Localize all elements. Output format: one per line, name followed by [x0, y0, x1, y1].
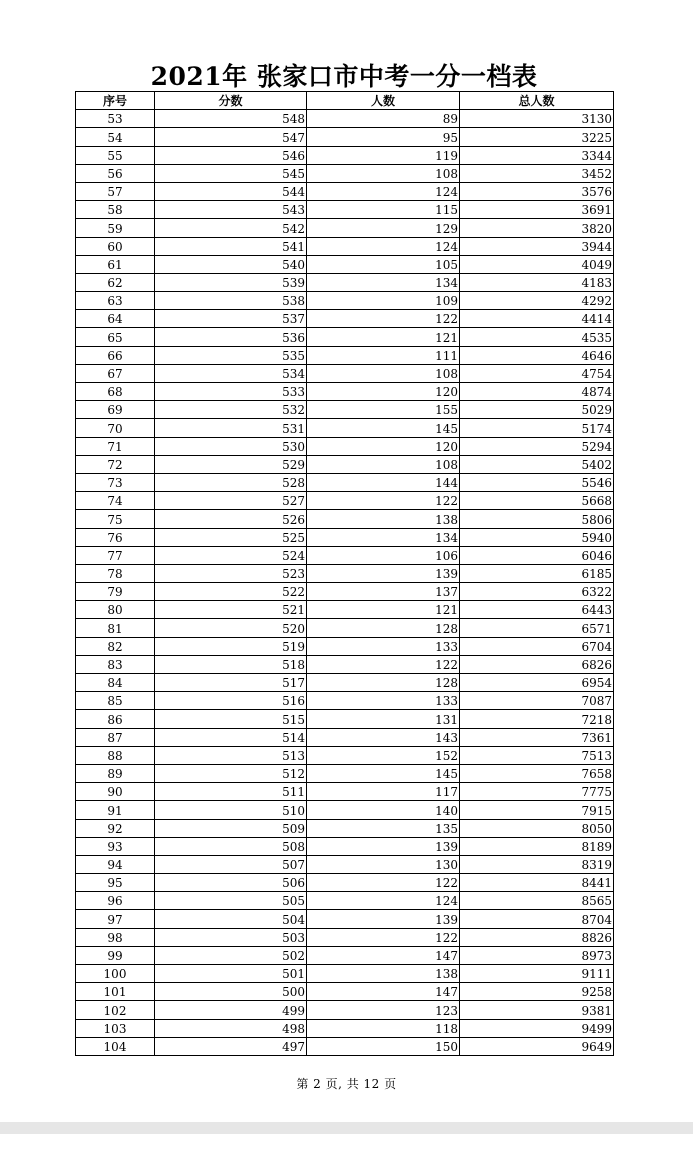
cell-total: 5546: [460, 473, 614, 491]
cell-count: 122: [307, 492, 460, 510]
cell-index: 63: [76, 292, 155, 310]
table-row: [76, 564, 614, 582]
cell-score: 513: [155, 746, 307, 764]
cell-index: 85: [76, 692, 155, 710]
cell-count: 150: [307, 1037, 460, 1055]
table-body: [76, 110, 614, 1056]
table-row: [76, 965, 614, 983]
table-row: [76, 419, 614, 437]
cell-score: 506: [155, 874, 307, 892]
cell-count: 118: [307, 1019, 460, 1037]
cell-score: 527: [155, 492, 307, 510]
cell-index: 74: [76, 492, 155, 510]
cell-total: 4414: [460, 310, 614, 328]
cell-total: 9111: [460, 965, 614, 983]
cell-score: 537: [155, 310, 307, 328]
cell-index: 84: [76, 674, 155, 692]
cell-index: 93: [76, 837, 155, 855]
table-row: [76, 510, 614, 528]
cell-index: 97: [76, 910, 155, 928]
score-table: [75, 91, 614, 1056]
cell-total: 8826: [460, 928, 614, 946]
cell-score: 538: [155, 292, 307, 310]
cell-total: 3344: [460, 146, 614, 164]
table-row: [76, 801, 614, 819]
cell-total: 7915: [460, 801, 614, 819]
cell-count: 120: [307, 383, 460, 401]
cell-index: 62: [76, 273, 155, 291]
cell-score: 519: [155, 637, 307, 655]
cell-total: 6704: [460, 637, 614, 655]
table-row: [76, 364, 614, 382]
cell-index: 72: [76, 455, 155, 473]
cell-index: 80: [76, 601, 155, 619]
cell-index: 55: [76, 146, 155, 164]
cell-score: 523: [155, 564, 307, 582]
cell-score: 539: [155, 273, 307, 291]
cell-score: 521: [155, 601, 307, 619]
table-row: [76, 819, 614, 837]
cell-count: 89: [307, 110, 460, 128]
cell-score: 509: [155, 819, 307, 837]
table-row: [76, 637, 614, 655]
cell-index: 68: [76, 383, 155, 401]
cell-score: 508: [155, 837, 307, 855]
cell-score: 526: [155, 510, 307, 528]
table-row: [76, 655, 614, 673]
cell-count: 124: [307, 237, 460, 255]
table-row: [76, 619, 614, 637]
table-row: [76, 473, 614, 491]
cell-index: 95: [76, 874, 155, 892]
cell-count: 147: [307, 983, 460, 1001]
table-row: [76, 1019, 614, 1037]
cell-index: 103: [76, 1019, 155, 1037]
cell-total: 6185: [460, 564, 614, 582]
table-row: [76, 237, 614, 255]
cell-count: 122: [307, 655, 460, 673]
cell-index: 101: [76, 983, 155, 1001]
table-row: [76, 601, 614, 619]
cell-count: 121: [307, 328, 460, 346]
cell-score: 502: [155, 946, 307, 964]
cell-total: 8704: [460, 910, 614, 928]
cell-total: 3452: [460, 164, 614, 182]
cell-count: 138: [307, 510, 460, 528]
table-row: [76, 583, 614, 601]
cell-score: 504: [155, 910, 307, 928]
cell-index: 64: [76, 310, 155, 328]
cell-count: 129: [307, 219, 460, 237]
table-row: [76, 383, 614, 401]
page-footer: 第 2 页, 共 12 页: [296, 1077, 397, 1091]
cell-index: 98: [76, 928, 155, 946]
cell-score: 516: [155, 692, 307, 710]
cell-count: 139: [307, 910, 460, 928]
cell-score: 524: [155, 546, 307, 564]
cell-index: 100: [76, 965, 155, 983]
table-row: [76, 346, 614, 364]
cell-count: 106: [307, 546, 460, 564]
cell-total: 8973: [460, 946, 614, 964]
table-row: [76, 219, 614, 237]
cell-score: 544: [155, 182, 307, 200]
cell-index: 86: [76, 710, 155, 728]
cell-score: 498: [155, 1019, 307, 1037]
cell-total: 3130: [460, 110, 614, 128]
cell-index: 58: [76, 201, 155, 219]
table-row: [76, 492, 614, 510]
cell-score: 514: [155, 728, 307, 746]
cell-total: 7775: [460, 783, 614, 801]
table-row: [76, 928, 614, 946]
cell-index: 87: [76, 728, 155, 746]
cell-count: 135: [307, 819, 460, 837]
cell-count: 140: [307, 801, 460, 819]
cell-index: 99: [76, 946, 155, 964]
cell-total: 4183: [460, 273, 614, 291]
cell-count: 145: [307, 419, 460, 437]
cell-index: 71: [76, 437, 155, 455]
cell-count: 122: [307, 310, 460, 328]
cell-score: 531: [155, 419, 307, 437]
cell-total: 9258: [460, 983, 614, 1001]
cell-total: 4646: [460, 346, 614, 364]
cell-count: 139: [307, 564, 460, 582]
cell-score: 520: [155, 619, 307, 637]
cell-score: 499: [155, 1001, 307, 1019]
cell-total: 4049: [460, 255, 614, 273]
cell-count: 119: [307, 146, 460, 164]
cell-score: 501: [155, 965, 307, 983]
cell-score: 545: [155, 164, 307, 182]
table-row: [76, 182, 614, 200]
cell-score: 547: [155, 128, 307, 146]
cell-count: 117: [307, 783, 460, 801]
cell-index: 89: [76, 764, 155, 782]
table-header-row: [76, 92, 614, 110]
table-row: [76, 273, 614, 291]
cell-score: 535: [155, 346, 307, 364]
cell-score: 497: [155, 1037, 307, 1055]
cell-score: 529: [155, 455, 307, 473]
cell-index: 61: [76, 255, 155, 273]
cell-total: 4754: [460, 364, 614, 382]
cell-count: 139: [307, 837, 460, 855]
cell-total: 6826: [460, 655, 614, 673]
table-row: [76, 546, 614, 564]
cell-count: 108: [307, 164, 460, 182]
cell-total: 6571: [460, 619, 614, 637]
cell-total: 6443: [460, 601, 614, 619]
cell-count: 122: [307, 874, 460, 892]
table-row: [76, 146, 614, 164]
cell-count: 105: [307, 255, 460, 273]
cell-total: 8189: [460, 837, 614, 855]
cell-score: 518: [155, 655, 307, 673]
cell-count: 124: [307, 892, 460, 910]
cell-score: 542: [155, 219, 307, 237]
cell-total: 5029: [460, 401, 614, 419]
header-score: 分数: [155, 92, 307, 110]
cell-total: 3225: [460, 128, 614, 146]
cell-score: 515: [155, 710, 307, 728]
cell-total: 3944: [460, 237, 614, 255]
cell-count: 137: [307, 583, 460, 601]
table-row: [76, 128, 614, 146]
cell-score: 546: [155, 146, 307, 164]
cell-count: 145: [307, 764, 460, 782]
cell-total: 9381: [460, 1001, 614, 1019]
cell-index: 69: [76, 401, 155, 419]
cell-index: 90: [76, 783, 155, 801]
cell-index: 73: [76, 473, 155, 491]
cell-index: 83: [76, 655, 155, 673]
header-index: 序号: [76, 92, 155, 110]
cell-count: 108: [307, 364, 460, 382]
cell-score: 522: [155, 583, 307, 601]
cell-score: 500: [155, 983, 307, 1001]
cell-total: 9499: [460, 1019, 614, 1037]
cell-index: 66: [76, 346, 155, 364]
table-row: [76, 1037, 614, 1055]
cell-count: 147: [307, 946, 460, 964]
cell-score: 510: [155, 801, 307, 819]
cell-count: 122: [307, 928, 460, 946]
table-row: [76, 328, 614, 346]
cell-index: 60: [76, 237, 155, 255]
cell-score: 540: [155, 255, 307, 273]
cell-index: 54: [76, 128, 155, 146]
cell-index: 56: [76, 164, 155, 182]
cell-score: 517: [155, 674, 307, 692]
cell-count: 134: [307, 528, 460, 546]
page-title: 2021年 张家口市中考一分一档表: [150, 62, 538, 91]
cell-score: 505: [155, 892, 307, 910]
cell-total: 6954: [460, 674, 614, 692]
cell-total: 5806: [460, 510, 614, 528]
table-row: [76, 746, 614, 764]
cell-total: 7087: [460, 692, 614, 710]
cell-total: 5402: [460, 455, 614, 473]
cell-index: 67: [76, 364, 155, 382]
cell-total: 5294: [460, 437, 614, 455]
cell-score: 525: [155, 528, 307, 546]
cell-count: 133: [307, 637, 460, 655]
cell-count: 152: [307, 746, 460, 764]
table-row: [76, 946, 614, 964]
cell-score: 507: [155, 855, 307, 873]
cell-index: 70: [76, 419, 155, 437]
cell-count: 143: [307, 728, 460, 746]
cell-count: 95: [307, 128, 460, 146]
cell-index: 91: [76, 801, 155, 819]
cell-score: 541: [155, 237, 307, 255]
cell-count: 128: [307, 619, 460, 637]
cell-total: 7513: [460, 746, 614, 764]
cell-count: 144: [307, 473, 460, 491]
cell-total: 3576: [460, 182, 614, 200]
cell-index: 76: [76, 528, 155, 546]
table-row: [76, 874, 614, 892]
table-row: [76, 910, 614, 928]
table-row: [76, 728, 614, 746]
cell-count: 133: [307, 692, 460, 710]
cell-total: 8441: [460, 874, 614, 892]
table-row: [76, 674, 614, 692]
cell-total: 5940: [460, 528, 614, 546]
cell-index: 81: [76, 619, 155, 637]
table-row: [76, 983, 614, 1001]
cell-total: 8319: [460, 855, 614, 873]
cell-count: 120: [307, 437, 460, 455]
header-total: 总人数: [460, 92, 614, 110]
cell-count: 131: [307, 710, 460, 728]
cell-index: 88: [76, 746, 155, 764]
cell-count: 138: [307, 965, 460, 983]
cell-index: 53: [76, 110, 155, 128]
table-row: [76, 455, 614, 473]
table-row: [76, 892, 614, 910]
cell-index: 92: [76, 819, 155, 837]
cell-count: 115: [307, 201, 460, 219]
cell-total: 7361: [460, 728, 614, 746]
cell-total: 8565: [460, 892, 614, 910]
cell-total: 9649: [460, 1037, 614, 1055]
cell-total: 6046: [460, 546, 614, 564]
cell-total: 4292: [460, 292, 614, 310]
table-row: [76, 855, 614, 873]
table-row: [76, 1001, 614, 1019]
table-row: [76, 255, 614, 273]
cell-total: 7218: [460, 710, 614, 728]
cell-score: 528: [155, 473, 307, 491]
table-row: [76, 164, 614, 182]
table-row: [76, 401, 614, 419]
cell-total: 6322: [460, 583, 614, 601]
cell-total: 8050: [460, 819, 614, 837]
cell-score: 512: [155, 764, 307, 782]
cell-score: 533: [155, 383, 307, 401]
cell-index: 78: [76, 564, 155, 582]
cell-count: 128: [307, 674, 460, 692]
header-count: 人数: [307, 92, 460, 110]
cell-count: 123: [307, 1001, 460, 1019]
cell-score: 503: [155, 928, 307, 946]
cell-score: 511: [155, 783, 307, 801]
cell-index: 82: [76, 637, 155, 655]
table-row: [76, 710, 614, 728]
table-row: [76, 201, 614, 219]
table-row: [76, 837, 614, 855]
cell-score: 548: [155, 110, 307, 128]
cell-index: 77: [76, 546, 155, 564]
cell-index: 65: [76, 328, 155, 346]
cell-index: 59: [76, 219, 155, 237]
cell-index: 94: [76, 855, 155, 873]
cell-index: 96: [76, 892, 155, 910]
cell-count: 109: [307, 292, 460, 310]
cell-index: 79: [76, 583, 155, 601]
cell-index: 57: [76, 182, 155, 200]
cell-score: 530: [155, 437, 307, 455]
cell-total: 3691: [460, 201, 614, 219]
cell-count: 155: [307, 401, 460, 419]
cell-count: 124: [307, 182, 460, 200]
cell-count: 130: [307, 855, 460, 873]
cell-total: 4535: [460, 328, 614, 346]
cell-index: 75: [76, 510, 155, 528]
table-row: [76, 292, 614, 310]
cell-total: 3820: [460, 219, 614, 237]
cell-index: 102: [76, 1001, 155, 1019]
cell-count: 111: [307, 346, 460, 364]
cell-total: 7658: [460, 764, 614, 782]
cell-score: 543: [155, 201, 307, 219]
cell-count: 121: [307, 601, 460, 619]
table-row: [76, 692, 614, 710]
cell-count: 108: [307, 455, 460, 473]
cell-score: 534: [155, 364, 307, 382]
table-row: [76, 783, 614, 801]
cell-score: 536: [155, 328, 307, 346]
cell-total: 4874: [460, 383, 614, 401]
cell-count: 134: [307, 273, 460, 291]
cell-score: 532: [155, 401, 307, 419]
viewer-bottom-bar: [0, 1122, 693, 1134]
cell-index: 104: [76, 1037, 155, 1055]
cell-total: 5668: [460, 492, 614, 510]
table-row: [76, 110, 614, 128]
table-row: [76, 528, 614, 546]
table-row: [76, 437, 614, 455]
cell-total: 5174: [460, 419, 614, 437]
table-row: [76, 310, 614, 328]
table-row: [76, 764, 614, 782]
